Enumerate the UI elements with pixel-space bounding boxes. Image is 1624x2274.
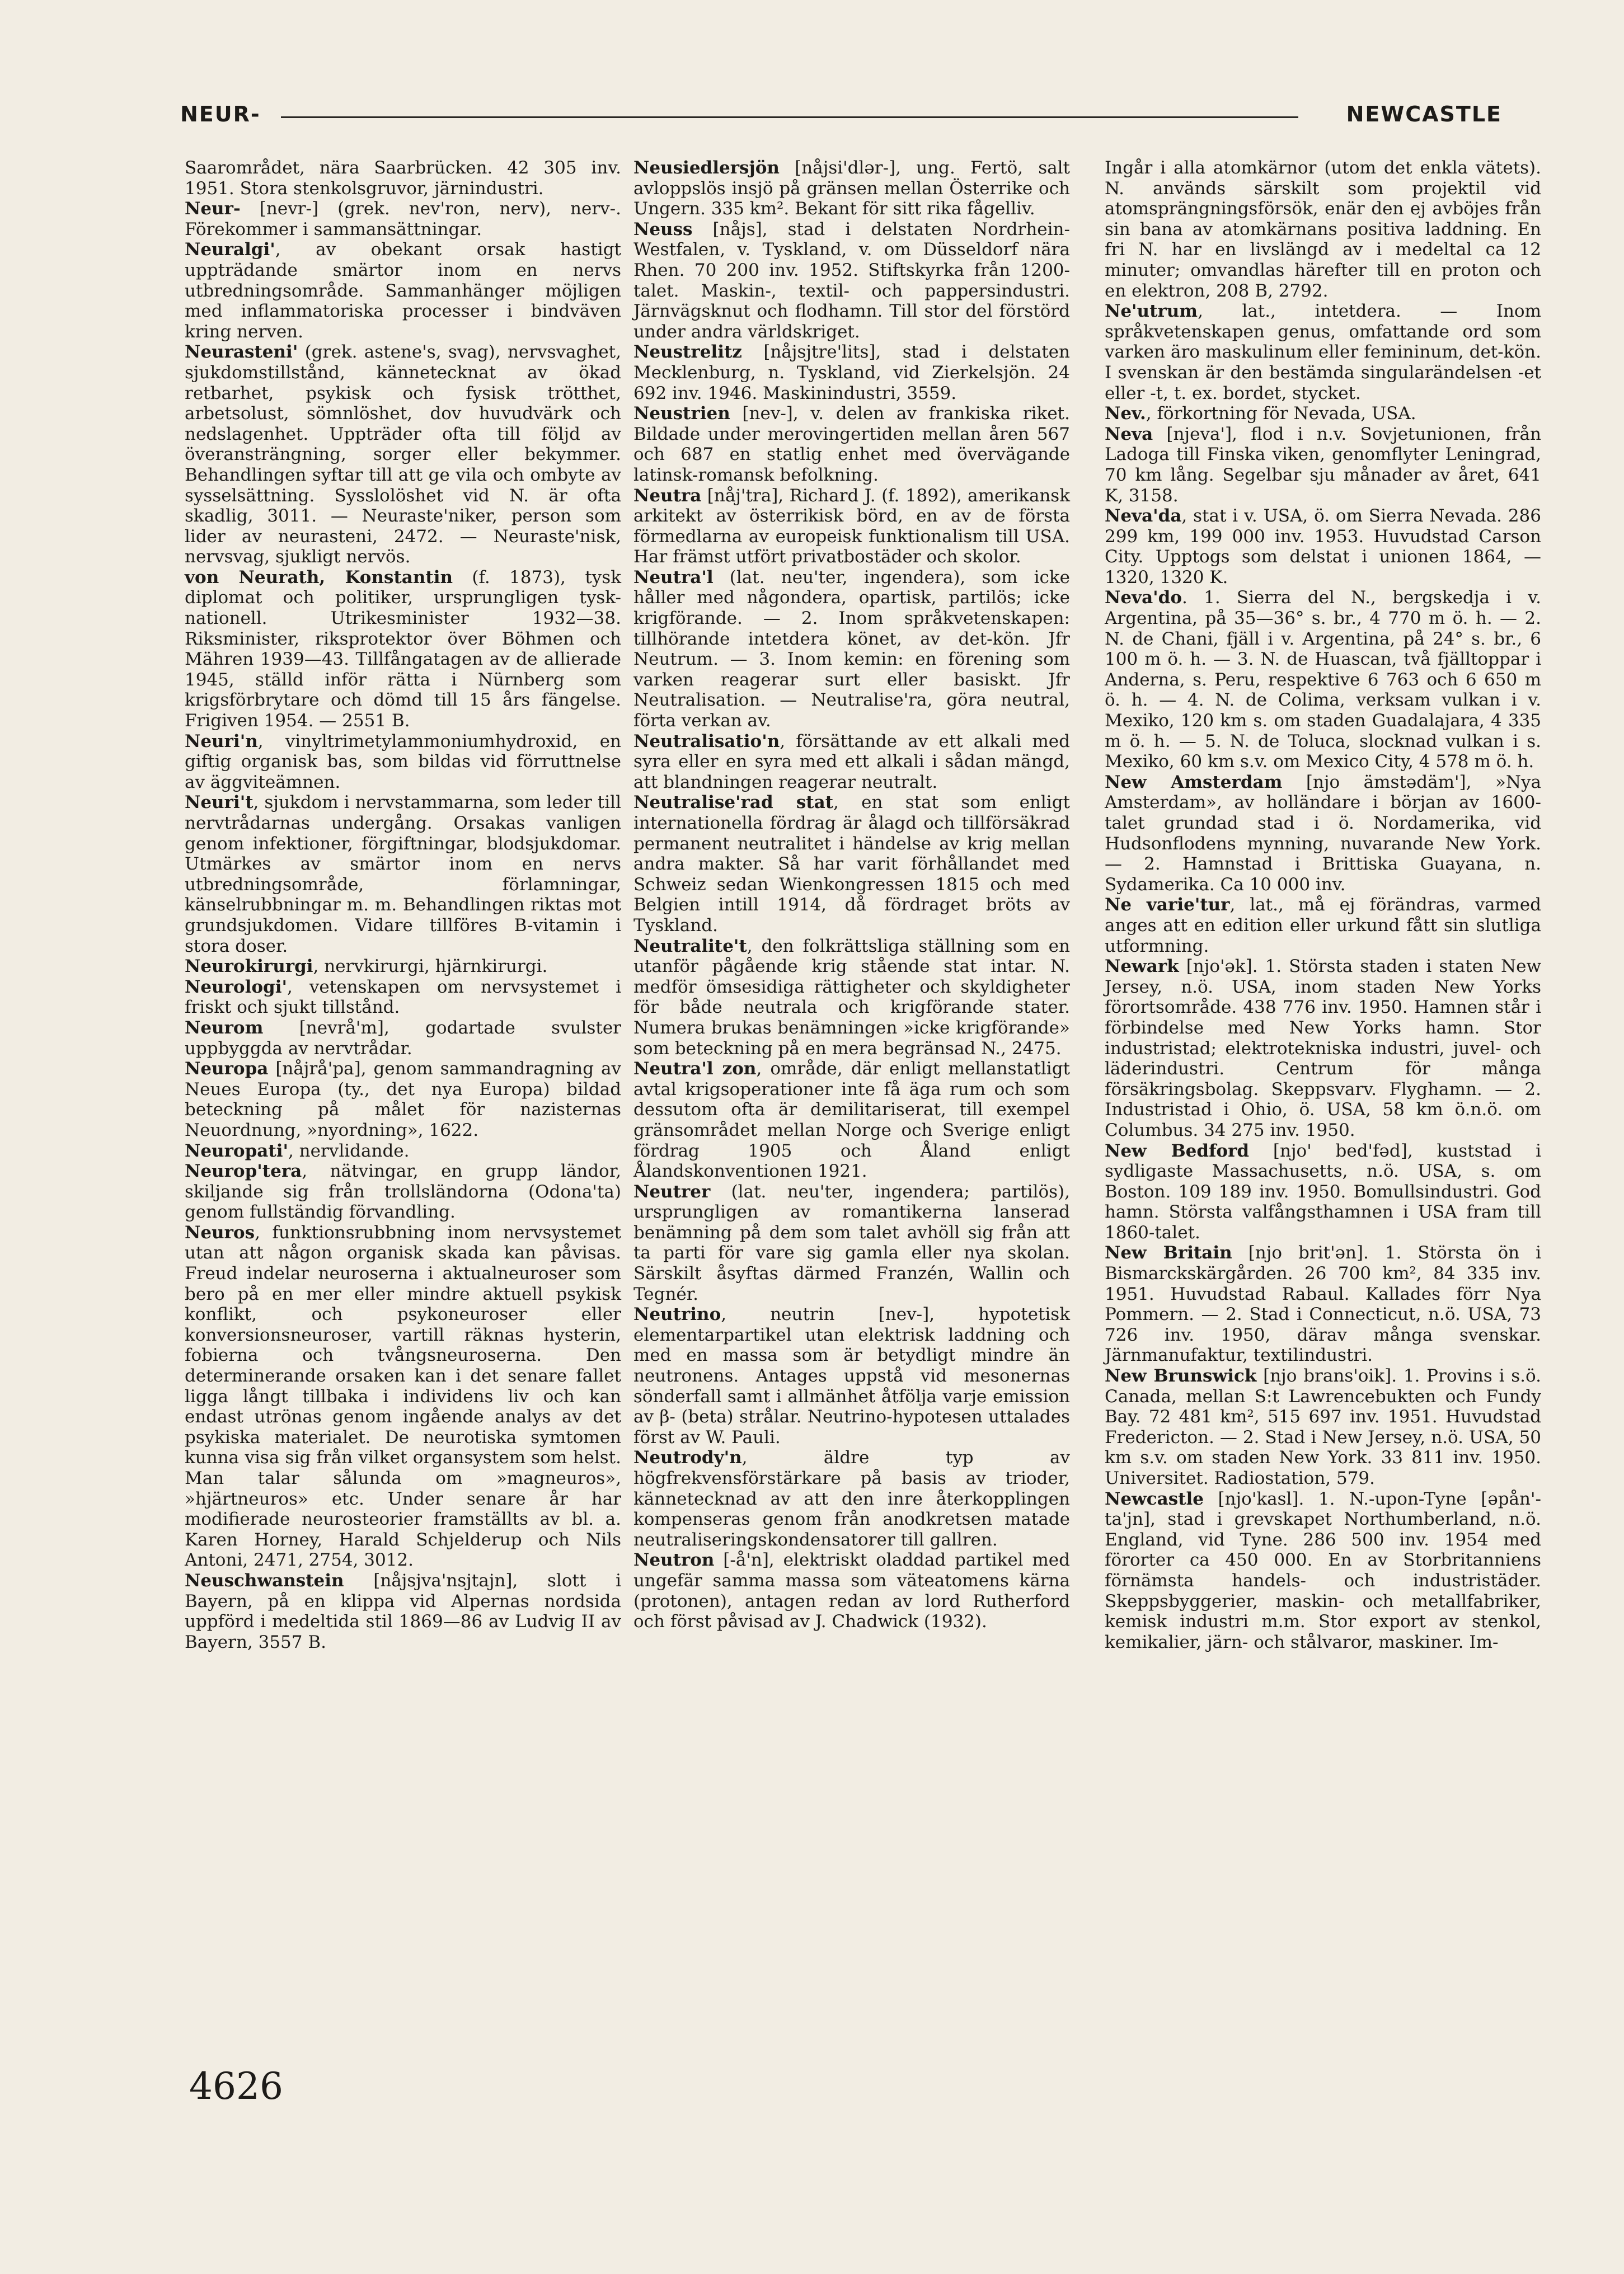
dictionary-entry — [633, 792, 1070, 936]
dictionary-entry — [1105, 1243, 1541, 1366]
dictionary-entry — [1105, 301, 1541, 403]
entry-text: , stat i v. USA, ö. om Sierra Nevada. 286 299 km, 199 000 inv. 1953. Huvudstad Carson City. Upptogs som delstat i unionen 1864, — 1320, 1320 K. — [1105, 506, 1541, 588]
entry-text: . 1. Sierra del N., bergskedja i v. Argentina, på 35—36° s. br., 4 770 m ö. h. — 2. N. de Chani, fjäll i v. Argentina, på 24° s. br., 6 100 m ö. h. — 3. N. de Huascan, två fjälltoppar i Anderna, s. Peru, respektive 6 763 och 6 650 m ö. h. — 4. N. de Colima, verksam vulkan i v. Mexiko, 120 km s. om staden Guadalajara, 4 335 m ö. h. — 5. N. de Toluca, slocknad vulkan i s. Mexiko, 60 km s.v. om Mexico City, 4 578 m ö. h. — [1105, 588, 1541, 772]
dictionary-entry — [633, 731, 1070, 793]
dictionary-entry — [633, 1182, 1070, 1305]
entry-text: [nåjrå'pa], genom sammandragning av Neues Europa (ty., det nya Europa) bildad beteckning på målet för nazisternas Neuordnung, »nyordning», 1622. — [185, 1059, 621, 1140]
dictionary-entry — [633, 403, 1070, 485]
entry-text: [nåj'tra], Richard J. (f. 1892), amerikansk arkitekt av österrikisk börd, en av de första förmedlarna av europeisk funktionalism till USA. Har främst utfört privatbostäder och skolor. — [633, 485, 1070, 567]
entry-headword: Newcastle — [1105, 1488, 1204, 1509]
entry-text: [nåjs], stad i delstaten Nordrhein-Westfalen, v. Tyskland, v. om Düsseldorf nära Rhen. 70 200 inv. 1952. Stiftskyrka från 1200-talet. Maskin-, textil- och pappersindustri. Järnvägsknut och flodhamn. Till stor del förstörd under andra världskriget. — [633, 219, 1070, 342]
entry-headword: Neuri't — [185, 792, 254, 813]
entry-headword: Neutra'l — [633, 567, 714, 588]
dictionary-entry — [185, 158, 621, 199]
entry-headword: Neutrer — [633, 1181, 711, 1202]
entry-text: , försättande av ett alkali med syra eller en syra med ett alkali i sådan mängd, att blandningen reagerar neutralt. — [633, 731, 1070, 792]
entry-text: , nervkirurgi, hjärnkirurgi. — [313, 956, 548, 977]
entry-headword: Ne'utrum — [1105, 301, 1198, 322]
entry-text: , nervlidande. — [288, 1140, 410, 1161]
entry-headword: New Bedford — [1105, 1140, 1250, 1161]
dictionary-entry — [1105, 588, 1541, 772]
entry-text: , funktionsrubbning inom nervsystemet utan att någon organisk skada kan påvisas. Freud indelar neuroserna i aktualneuroser som bero på en mer eller mindre aktuell psykisk konflikt, och psykoneuroser eller konversionsneuroser, vartill räknas hysterin, fobierna och tvångsneuroserna. Den determinerande orsaken kan i det senare fallet ligga långt tillbaka i individens liv och kan endast utrönas genom ingående analys av det psykiska materialet. De neurotiska symtomen kunna visa sig från vilket organsystem som helst. Man talar sålunda om »magneuros», »hjärtneuros» etc. Under senare år har modifierade neurosteorier framställts av bl. a. Karen Horney, Harald Schjelderup och Nils Antoni, 2471, 2754, 3012. — [185, 1222, 621, 1571]
header-rule — [281, 116, 1298, 118]
entry-text: , vetenskapen om nervsystemet i friskt och sjukt tillstånd. — [185, 976, 621, 1018]
entry-text: [nåjsjva'nsjtajn], slott i Bayern, på en klippa vid Alpernas nordsida uppförd i medeltida stil 1869—86 av Ludvig II av Bayern, 3557 B. — [185, 1570, 621, 1652]
dictionary-entry — [185, 1018, 621, 1059]
dictionary-entry — [633, 1448, 1070, 1550]
dictionary-entry — [185, 342, 621, 567]
entry-headword: Neurologi' — [185, 976, 288, 997]
entry-text: , lat., må ej förändras, varmed anges att en edition eller urkund fått sin slutliga utformning. — [1105, 895, 1541, 956]
entry-text: , vinyltrimetylammoniumhydroxid, en giftig organisk bas, som bildas vid förruttnelse av äggviteämnen. — [185, 731, 621, 792]
entry-headword: Neutrody'n — [633, 1448, 742, 1468]
text-column-1 — [185, 158, 621, 1652]
entry-headword: Neuros — [185, 1222, 255, 1243]
entry-headword: Neustrelitz — [633, 342, 742, 363]
dictionary-entry — [1105, 1366, 1541, 1489]
entry-text: [nevrå'm], godartade svulster uppbyggda av nervtrådar. — [185, 1017, 621, 1059]
entry-headword: New Amsterdam — [1105, 772, 1283, 792]
entry-text: [nåjsi'dlər-], ung. Fertö, salt avloppslös insjö på gränsen mellan Österrike och Ungern. 335 km². Bekant för sitt rika fågelliv. — [633, 158, 1070, 219]
entry-headword: Neutralise'rad stat — [633, 792, 834, 813]
entry-text: (f. 1873), tysk diplomat och politiker, ursprungligen tysk-nationell. Utrikesminister 1932—38. Riksminister, riksprotektor över Böhmen och Mähren 1939—43. Tillfångatagen av de allierade 1945, ställd inför rätta i Nürnberg som krigsförbrytare och dömd till 15 års fängelse. Frigiven 1954. — 2551 B. — [185, 567, 621, 731]
entry-headword: Nev. — [1105, 403, 1146, 424]
dictionary-entry — [1105, 506, 1541, 588]
dictionary-entry — [633, 1304, 1070, 1448]
entry-headword: Neva'da — [1105, 506, 1182, 527]
dictionary-entry — [185, 1571, 621, 1652]
entry-text: (lat. neu'ter, ingendera; partilös), ursprungligen av romantikerna lanserad benämning på dem som talet avhöll sig från att ta parti för vare sig gamla eller nya skolan. Särskilt åsyftas därmed Franzén, Wallin och Tegnér. — [633, 1181, 1070, 1304]
dictionary-entry — [1105, 895, 1541, 956]
dictionary-entry — [185, 977, 621, 1018]
entry-text: , förkortning för Nevada, USA. — [1146, 403, 1416, 424]
entry-headword: Neutron — [633, 1550, 715, 1571]
dictionary-entry — [633, 567, 1070, 731]
entry-text: [njo brans'oik]. 1. Provins i s.ö. Canada, mellan S:t Lawrencebukten och Fundy Bay. 72 481 km², 515 697 inv. 1951. Huvudstad Fredericton. — 2. Stad i New Jersey, n.ö. USA, 50 km s.v. om staden New York. 33 811 inv. 1950. Universitet. Radiostation, 579. — [1105, 1366, 1542, 1488]
entry-headword: Neur- — [185, 199, 241, 219]
entry-text: , den folkrättsliga ställning som en utanför pågående krig stående stat intar. N. medför ömsesidiga rättigheter och skyldigheter för både neutrala och krigförande stater. Numera brukas benämningen »icke krigförande» som beteckning på en mera begränsad N., 2475. — [633, 936, 1070, 1059]
running-head-left: NEUR- — [180, 102, 261, 126]
entry-text: Saarområdet, nära Saarbrücken. 42 305 inv. 1951. Stora stenkolsgruvor, järnindustri. — [185, 158, 621, 199]
entry-headword: von Neurath, Konstantin — [185, 567, 453, 588]
dictionary-entry — [633, 1550, 1070, 1632]
dictionary-entry — [1105, 158, 1541, 301]
page-number: 4626 — [189, 2065, 283, 2108]
dictionary-entry — [633, 486, 1070, 567]
entry-text: , sjukdom i nervstammarna, som leder till nervtrådarnas undergång. Orsakas vanligen genom infektioner, förgiftningar, blodsjukdomar. Utmärkes av smärtor inom en nervs utbredningsområde, förlamningar, känselrubbningar m. m. Behandlingen riktas mot grundsjukdomen. Vidare tillföres B-vitamin i stora doser. — [185, 792, 621, 956]
entry-headword: Neuschwanstein — [185, 1570, 344, 1591]
entry-text: [njeva'], flod i n.v. Sovjetunionen, från Ladoga till Finska viken, genomflyter Leningrad, 70 km lång. Segelbar sju månader av året, 641 K, 3158. — [1105, 424, 1541, 506]
dictionary-entry — [1105, 772, 1541, 895]
entry-headword: New Brunswick — [1105, 1366, 1257, 1387]
entry-headword: Neurop'tera — [185, 1161, 302, 1182]
entry-text: , av obekant orsak hastigt uppträdande smärtor inom en nervs utbredningsområde. Sammanhänger möjligen med inflammatoriska processer i bindväven kring nerven. — [185, 239, 621, 342]
dictionary-entry — [1105, 1489, 1541, 1653]
entry-headword: Neva — [1105, 424, 1153, 444]
entry-headword: Newark — [1105, 956, 1179, 977]
dictionary-entry — [185, 567, 621, 731]
entry-headword: Neurom — [185, 1017, 264, 1038]
entry-headword: Neuri'n — [185, 731, 258, 751]
text-column-2 — [633, 158, 1070, 1632]
dictionary-entry — [633, 158, 1070, 219]
entry-headword: Neutra — [633, 485, 702, 506]
dictionary-entry — [185, 792, 621, 956]
dictionary-entry — [1105, 403, 1541, 424]
text-column-3 — [1105, 158, 1541, 1652]
entry-text: [nev-], v. delen av frankiska riket. Bildade under merovingertiden mellan åren 567 och 687 en statlig enhet med övervägande latinsk-romansk befolkning. — [633, 403, 1070, 485]
entry-text: , äldre typ av högfrekvensförstärkare på basis av trioder, kännetecknad av att den inre återkopplingen kompenseras genom från anodkretsen matade neutraliseringskondensatorer till gallren. — [633, 1448, 1070, 1550]
entry-headword: Neutrino — [633, 1304, 721, 1325]
entry-text: [njo brit'ən]. 1. Största ön i Bismarckskärgården. 26 700 km², 84 335 inv. 1951. Huvudstad Rabaul. Kallades förr Nya Pommern. — 2. Stad i Connecticut, n.ö. USA, 73 726 inv. 1950, därav många svenskar. Järnmanufaktur, textilindustri. — [1105, 1243, 1541, 1366]
entry-text: , lat., intetdera. — Inom språkvetenskapen genus, omfattande ord som varken äro maskulinum eller femininum, det-kön. I svenskan är den bestämda singularändelsen -et eller -t, t. ex. bordet, stycket. — [1105, 301, 1541, 403]
dictionary-entry — [185, 1161, 621, 1223]
dictionary-entry — [633, 936, 1070, 1059]
entry-text: [njo' bed'fəd], kuststad i sydligaste Massachusetts, n.ö. USA, s. om Boston. 109 189 inv. 1950. Bomullsindustri. God hamn. Största valfångsthamnen i USA fram till 1860-talet. — [1105, 1140, 1541, 1243]
dictionary-entry — [185, 239, 621, 342]
entry-text: [njo'kasl]. 1. N.-upon-Tyne [əpån'-ta'jn], stad i grevskapet Northumberland, n.ö. England, vid Tyne. 286 500 inv. 1954 med förorter ca 450 000. En av Storbritanniens förnämsta handels- och industristäder. Skeppsbyggerier, maskin- och metallfabriker, kemisk industri m.m. Stor export av stenkol, kemikalier, järn- och stålvaror, maskiner. Im- — [1105, 1488, 1541, 1652]
entry-text: (lat. neu'ter, ingendera), som icke håller med någondera, opartisk, partilös; icke krigförande. — 2. Inom språkvetenskapen: tillhörande intetdera könet, av det-kön. Jfr Neutrum. — 3. Inom kemin: en förening som varken reagerar surt eller basiskt. Jfr Neutralisation. — Neutralise'ra, göra neutral, förta verkan av. — [633, 567, 1070, 731]
running-head-right: NEWCASTLE — [1346, 102, 1502, 126]
entry-text: [-å'n], elektriskt oladdad partikel med ungefär samma massa som väteatomens kärna (protonen), antagen redan av lord Rutherford och först påvisad av J. Chadwick (1932). — [633, 1550, 1070, 1632]
entry-headword: Neutralite't — [633, 936, 747, 956]
entry-text: , område, där enligt mellanstatligt avtal krigsoperationer inte få äga rum och som dessutom ofta är demilitariserat, till exempel gränsområdet mellan Norge och Sverige enligt fördrag 1905 och Åland enligt Ålandskonventionen 1921. — [633, 1059, 1071, 1182]
dictionary-entry — [1105, 1141, 1541, 1243]
dictionary-entry — [185, 956, 621, 977]
dictionary-entry — [1105, 424, 1541, 506]
entry-text: , nätvingar, en grupp ländor, skiljande sig från trollsländorna (Odona'ta) genom fullständig förvandling. — [185, 1161, 621, 1223]
entry-headword: Neva'do — [1105, 588, 1182, 608]
entry-headword: Neuss — [633, 219, 693, 239]
dictionary-entry — [185, 1059, 621, 1140]
entry-text: , en stat som enligt internationella fördrag är ålagd och tillförsäkrad permanent neutralitet i händelse av krig mellan andra makter. Så har varit förhållandet med Schweiz sedan Wienkongressen 1815 och med Belgien intill 1914, då fördraget bröts av Tyskland. — [633, 792, 1071, 936]
entry-text: [njo ämstədäm'], »Nya Amsterdam», av holländare i början av 1600-talet grundad stad i ö. Nordamerika, vid Hudsonflodens mynning, nuvarande New York. — 2. Hamnstad i Brittiska Guayana, n. Sydamerika. Ca 10 000 inv. — [1105, 772, 1541, 895]
dictionary-entry — [185, 199, 621, 239]
entry-text: [njo'ək]. 1. Största staden i staten New Jersey, n.ö. USA, inom staden New Yorks förortsområde. 438 776 inv. 1950. Hamnen står i förbindelse med New Yorks hamn. Stor industristad; elektrotekniska industri, juvel- och läderindustri. Centrum för många försäkringsbolag. Skeppsvarv. Flyghamn. — 2. Industristad i Ohio, ö. USA, 58 km ö.n.ö. om Columbus. 34 275 inv. 1950. — [1105, 956, 1541, 1140]
entry-headword: Neutralisatio'n — [633, 731, 780, 751]
dictionary-entry — [185, 1141, 621, 1162]
entry-headword: Neurokirurgi — [185, 956, 313, 977]
entry-headword: Neutra'l zon — [633, 1059, 757, 1079]
entry-headword: Neuropa — [185, 1059, 269, 1079]
entry-headword: Neuralgi' — [185, 239, 275, 260]
entry-headword: Neustrien — [633, 403, 730, 424]
dictionary-entry — [633, 342, 1070, 403]
entry-text: (grek. astene's, svag), nervsvaghet, sjukdomstillstånd, kännetecknat av ökad retbarhet, psykisk och fysisk trötthet, arbetsolust, sömnlöshet, dov huvudvärk och nedslagenhet. Uppträder ofta till följd av överansträngning, sorger eller bekymmer. Behandlingen syftar till att ge vila och ombyte av sysselsättning. Sysslolöshet vid N. är ofta skadlig, 3011. — Neuraste'niker, person som lider av neurasteni, 2472. — Neuraste'nisk, nervsvag, sjukligt nervös. — [185, 342, 621, 567]
entry-text: Ingår i alla atomkärnor (utom det enkla vätets). N. används särskilt som projektil vid atomsprängningsförsök, enär den ej avböjes från sin bana av atomkärnans positiva laddning. En fri N. har en livslängd av i medeltal ca 12 minuter; omvandlas härefter till en proton och en elektron, 208 B, 2792. — [1105, 158, 1541, 301]
entry-text: , neutrin [nev-], hypotetisk elementarpartikel utan elektrisk laddning och med en massa som är betydligt mindre än neutronens. Antages uppstå vid mesonernas sönderfall samt i allmänhet åtfölja varje emission av β- (beta) strålar. Neutrino-hypotesen uttalades först av W. Pauli. — [633, 1304, 1070, 1448]
entry-headword: Neurasteni' — [185, 342, 298, 363]
entry-text: [nevr-] (grek. nev'ron, nerv), nerv-. Förekommer i sammansättningar. — [185, 199, 621, 239]
dictionary-entry — [633, 1059, 1070, 1182]
entry-text: [nåjsjtre'lits], stad i delstaten Mecklenburg, n. Tyskland, vid Zierkelsjön. 24 692 inv. 1946. Maskinindustri, 3559. — [633, 342, 1070, 403]
dictionary-entry — [185, 1223, 621, 1571]
entry-headword: Ne varie'tur — [1105, 895, 1230, 915]
dictionary-entry — [1105, 956, 1541, 1140]
entry-headword: New Britain — [1105, 1243, 1232, 1263]
dictionary-entry — [633, 219, 1070, 342]
entry-headword: Neusiedlersjön — [633, 158, 780, 178]
dictionary-entry — [185, 731, 621, 793]
entry-headword: Neuropati' — [185, 1140, 288, 1161]
